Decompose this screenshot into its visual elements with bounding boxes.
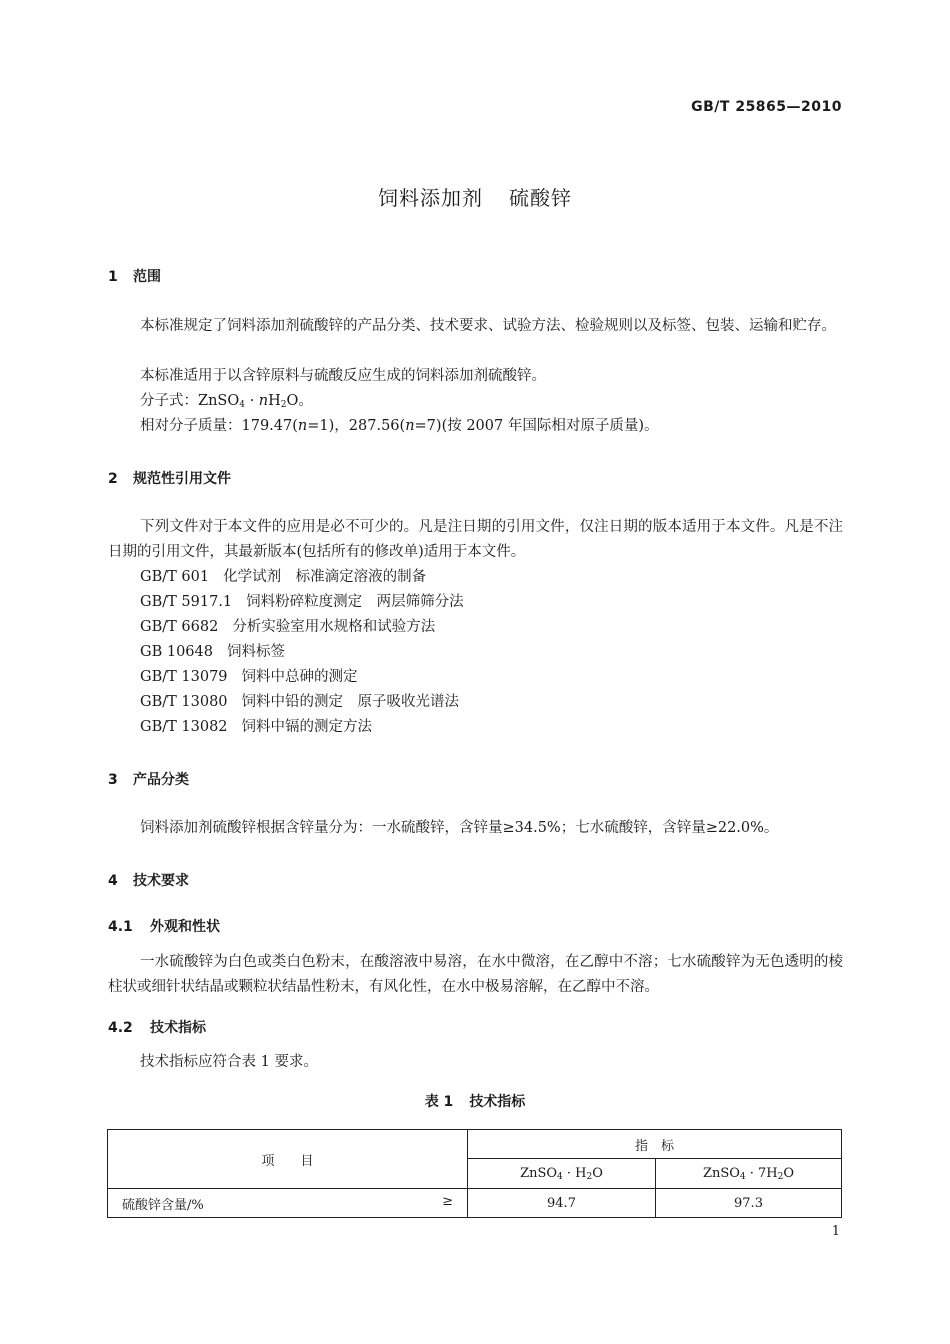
reference-item: GB/T 601 化学试剂 标准滴定溶液的制备 bbox=[140, 569, 427, 585]
row-label-cell bbox=[108, 1189, 468, 1218]
reference-item: GB 10648 饲料标签 bbox=[140, 644, 285, 660]
molecular-formula: 分子式：ZnSO$_4$ · $nH_2O$。 bbox=[140, 393, 313, 410]
table-header-item: 项 目 bbox=[108, 1130, 468, 1189]
reference-item: GB/T 6682 分析实验室用水规格和试验方法 bbox=[140, 619, 436, 635]
section-2-heading: 2 规范性引用文件 bbox=[108, 471, 231, 487]
section-1-paragraph-2: 本标准适用于以含锌原料与硫酸反应生成的饲料添加剂硫酸锌。 bbox=[140, 368, 546, 384]
section-3-heading: 3 产品分类 bbox=[108, 772, 189, 788]
reference-item: GB/T 13082 饲料中镉的测定方法 bbox=[140, 719, 373, 735]
document-title bbox=[0, 182, 950, 211]
section-4-2-heading: 4.2 技术指标 bbox=[108, 1020, 206, 1036]
section-3-paragraph-1: 饲料添加剂硫酸锌根据含锌量分为：一水硫酸锌，含锌量≥34.5%；七水硫酸锌，含锌量≥22.0%。 bbox=[140, 820, 779, 836]
section-1-paragraph-1: 本标准规定了饲料添加剂硫酸锌的产品分类、技术要求、试验方法、检验规则以及标签、包装、运输和贮存。 bbox=[140, 318, 836, 334]
title-part-2: 硫酸锌 bbox=[509, 186, 572, 210]
section-4-1-paragraph: 一水硫酸锌为白色或类白色粉末，在酸溶液中易溶，在水中微溶，在乙醇中不溶；七水硫酸锌为无色透明的棱柱状或细针状结晶或颗粒状结晶性粉末，有风化性，在水中极易溶解，在乙醇中不溶。 bbox=[108, 954, 843, 995]
table-header-monohydrate: ZnSO$_4$ · $H_2O$ bbox=[468, 1159, 656, 1189]
row-operator: ≥ bbox=[442, 1193, 453, 1209]
row-value-heptahydrate: 97.3 bbox=[656, 1189, 842, 1218]
reference-item: GB/T 13079 饲料中总砷的测定 bbox=[140, 669, 358, 685]
table-row bbox=[108, 1189, 842, 1218]
reference-item: GB/T 13080 饲料中铅的测定 原子吸收光谱法 bbox=[140, 694, 460, 710]
row-label: 硫酸锌含量/% bbox=[122, 1197, 204, 1213]
table-header-index: 指 标 bbox=[468, 1130, 842, 1159]
reference-item: GB/T 5917.1 饲料粉碎粒度测定 两层筛筛分法 bbox=[140, 594, 464, 610]
section-4-2-paragraph: 技术指标应符合表 1 要求。 bbox=[140, 1054, 318, 1070]
section-4-1-heading: 4.1 外观和性状 bbox=[108, 919, 220, 935]
section-2-paragraph-1: 下列文件对于本文件的应用是必不可少的。凡是注日期的引用文件，仅注日期的版本适用于本文件。凡是不注日期的引用文件，其最新版本(包括所有的修改单)适用于本文件。 bbox=[108, 519, 843, 560]
table-header-heptahydrate: ZnSO$_4$ · $7H_2O$ bbox=[656, 1159, 842, 1189]
section-1-heading: 1 范围 bbox=[108, 269, 161, 285]
page-number: 1 bbox=[831, 1224, 840, 1239]
spec-table bbox=[107, 1129, 842, 1218]
standard-number: GB/T 25865—2010 bbox=[691, 99, 842, 115]
molecular-mass: 相对分子质量：179.47(n=1)，287.56(n=7)(按 2007 年国际相对原子质量)。 bbox=[140, 418, 659, 434]
row-value-monohydrate: 94.7 bbox=[468, 1189, 656, 1218]
table-caption: 表 1 技术指标 bbox=[424, 1094, 526, 1110]
section-4-heading: 4 技术要求 bbox=[108, 873, 189, 889]
title-part-1: 饲料添加剂 bbox=[378, 186, 483, 210]
